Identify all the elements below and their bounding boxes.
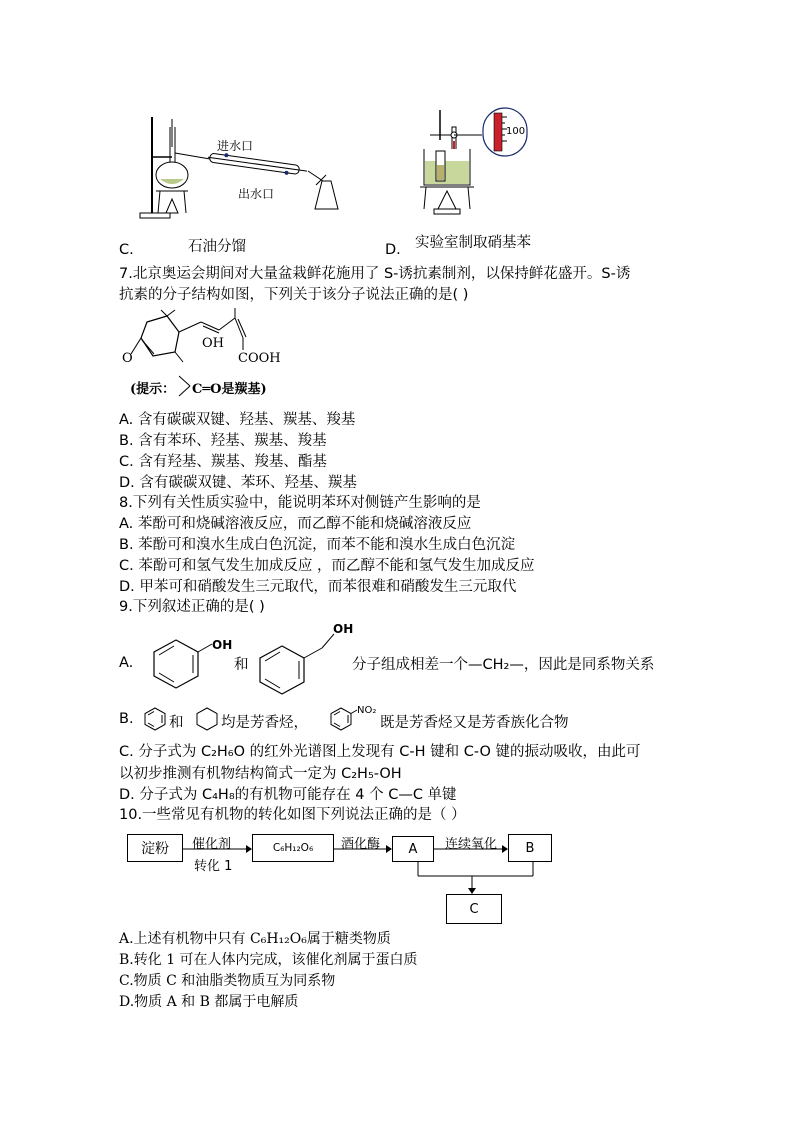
q8-stem: 8.下列有关性质实验中，能说明苯环对侧链产生影响的是 — [119, 495, 481, 511]
apparatus-distillation — [130, 105, 370, 230]
q9-b-text2: 既是芳香烃又是芳香族化合物 — [380, 715, 569, 731]
phenol-structure — [140, 620, 233, 700]
q7-option-a: A. 含有碳碳双键、羟基、羰基、羧基 — [119, 412, 356, 428]
q10-option-c: C.物质 C 和油脂类物质互为同系物 — [119, 973, 336, 989]
q9-a-label: A. — [119, 655, 134, 671]
node-starch: 淀粉 — [127, 834, 183, 862]
benzyl-oh-label: OH — [333, 622, 354, 636]
nitro-group-label: NO₂ — [357, 705, 377, 716]
node-c: C — [446, 894, 502, 924]
q7-option-c: C. 含有羟基、羰基、羧基、酯基 — [119, 454, 327, 470]
q8-option-d: D. 甲苯可和硝酸发生三元取代，而苯很难和硝酸发生三元取代 — [119, 579, 517, 595]
q9-stem: 9.下列叙述正确的是( ) — [119, 599, 265, 615]
caption-petroleum-distillation: 石油分馏 — [188, 239, 246, 255]
structure-oh-label: OH — [202, 336, 224, 351]
q8-option-a: A. 苯酚可和烧碱溶液反应，而乙醇不能和烧碱溶液反应 — [119, 516, 472, 532]
inlet-label: 进水口 — [217, 139, 254, 153]
arrow1-bottom-label: 转化 1 — [194, 859, 233, 874]
thermometer-reading: 100 — [506, 126, 526, 137]
arrow1-top-label: 催化剂 — [192, 837, 232, 852]
q7-stem-line2: 抗素的分子结构如图，下列关于该分子说法正确的是( ) — [119, 287, 469, 303]
option-c-label: C. — [119, 242, 134, 258]
q10-option-d: D.物质 A 和 B 都属于电解质 — [119, 994, 299, 1010]
q9-b-label: B. — [119, 711, 134, 727]
apparatus-nitrobenzene — [410, 105, 530, 225]
arrow2-top-label: 酒化酶 — [341, 837, 381, 852]
q7-stem-line1: 7.北京奥运会期间对大量盆栽鲜花施用了 S-诱抗素制剂，以保持鲜花盛开。S-诱 — [119, 266, 631, 282]
q9-a-and: 和 — [234, 657, 249, 673]
node-glucose: C₆H₁₂O₆ — [252, 834, 334, 862]
arrow3-top-label: 连续氧化 — [445, 837, 498, 852]
structure-cooh-label: COOH — [238, 351, 281, 366]
q10-stem: 10.一些常见有机物的转化如图下列说法正确的是（ ） — [119, 807, 466, 823]
q9-b-and: 和 — [169, 715, 184, 731]
nitrobenzene-icon — [328, 706, 358, 732]
q9-option-d: D. 分子式为 C₄H₈的有机物可能存在 4 个 C—C 单键 — [119, 787, 457, 803]
outlet-label: 出水口 — [238, 187, 275, 201]
q7-option-b: B. 含有苯环、羟基、羰基、羧基 — [119, 433, 327, 449]
node-b: B — [508, 834, 552, 862]
q9-option-c-line1: C. 分子式为 C₂H₆O 的红外光谱图上发现有 C-H 键和 C-O 键的振动吸收，由此可 — [119, 744, 641, 760]
carbonyl-bond-icon — [178, 375, 192, 397]
hint-prefix: (提示： — [130, 382, 176, 397]
q7-option-d: D. 含有碳碳双键、苯环、羟基、羰基 — [119, 475, 357, 491]
q9-a-text: 分子组成相差一个—CH₂—，因此是同系物关系 — [352, 657, 655, 673]
q9-b-text1: 均是芳香烃， — [221, 715, 308, 731]
phenol-oh-label: OH — [212, 638, 233, 652]
q8-option-b: B. 苯酚可和溴水生成白色沉淀，而苯不能和溴水生成白色沉淀 — [119, 537, 516, 553]
q8-option-c: C. 苯酚可和氢气发生加成反应 ，而乙醇不能和氢气发生加成反应 — [119, 558, 535, 574]
hint-suffix: C═O是羰基) — [192, 382, 267, 397]
caption-nitrobenzene-prep: 实验室制取硝基苯 — [415, 235, 531, 251]
structure-o-label: O — [122, 351, 133, 366]
node-a: A — [392, 836, 434, 862]
q9-option-c-line2: 以初步推测有机物结构简式一定为 C₂H₅-OH — [119, 766, 402, 782]
q10-option-a: A.上述有机物中只有 C₆H₁₂O₆属于糖类物质 — [119, 931, 391, 947]
option-d-label: D. — [385, 242, 401, 258]
q10-option-b: B.转化 1 可在人体内完成，该催化剂属于蛋白质 — [119, 952, 418, 968]
benzene-icon — [142, 706, 168, 732]
cyclohexane-icon — [194, 706, 220, 732]
